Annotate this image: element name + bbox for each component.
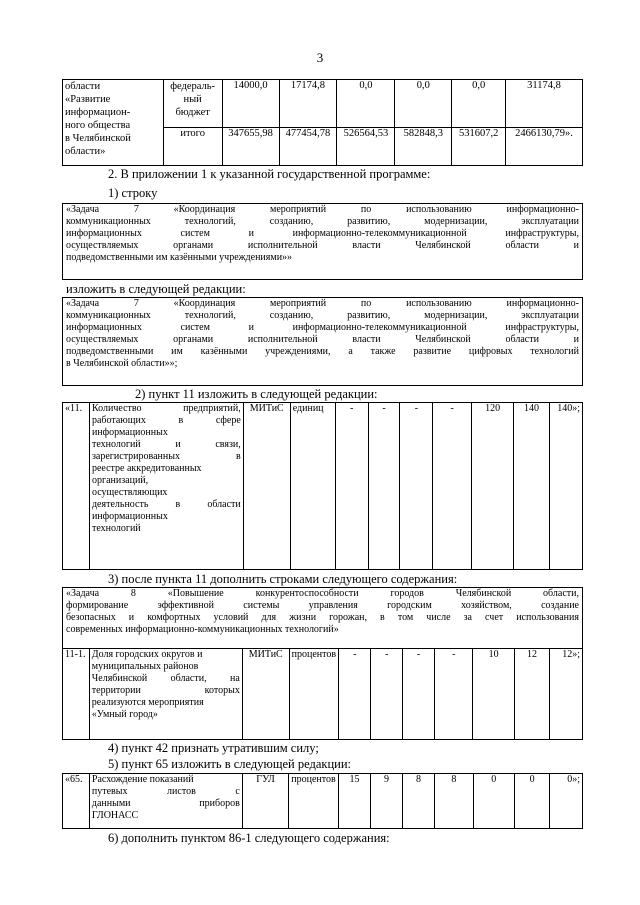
responsible-org: МИТиС (242, 649, 289, 740)
value-cell: 582848,3 (395, 128, 452, 166)
name-line: путевых листов с (91, 786, 240, 797)
value-cell: 0,0 (337, 80, 395, 128)
row-number: «11. (63, 403, 90, 570)
text-line: информационных систем и информационно-телекоммуникационной инфраструктуры, (66, 322, 579, 333)
value-cell: 14000,0 (222, 80, 279, 128)
name-line: технологий и связи, (91, 439, 241, 450)
responsible-org: ГУЛ (242, 774, 288, 829)
name-line: Доля городских округов и (91, 649, 203, 660)
total-value-cell: 2466130,79». (506, 128, 583, 166)
value-cell: 526564,53 (337, 128, 395, 166)
value-cell: - (435, 649, 473, 740)
text-line: осуществляемых органами исполнительной власти Челябинской области и (66, 240, 579, 251)
unit-cell: процентов (289, 649, 338, 740)
name-line: реализуются мероприятия (91, 697, 204, 708)
unit-cell: процентов (289, 774, 338, 829)
text-line: коммуникационных технологий, созданию, развитию, модернизации, эксплуатации (66, 310, 579, 321)
name-line: деятельность в области (91, 499, 241, 510)
text-line: «Задача 7 «Координация мероприятий по использованию информационно- (66, 298, 579, 309)
name-line: работающих в сфере (91, 415, 241, 426)
name-line: Расхождение показаний (91, 774, 194, 785)
funding-source-line: ный (183, 94, 202, 105)
text-line: подведомственными им казёнными учреждениями»» (66, 252, 293, 263)
page-number: 3 (316, 50, 324, 65)
text-line: подведомственными им казёнными учреждениями, а также развитие цифровых технологий (66, 346, 579, 357)
program-name-line: в Челябинской (65, 133, 131, 144)
value-cell: - (339, 649, 371, 740)
value-cell: 9 (371, 774, 403, 829)
indicator-11-table (62, 402, 583, 570)
funding-source-cell: итого (163, 128, 222, 166)
program-name-cell (63, 80, 164, 166)
value-cell: 531607,2 (452, 128, 506, 166)
name-line: осуществляющих (91, 487, 168, 498)
name-line: ГЛОНАСС (91, 810, 139, 821)
name-line: реестре аккредитованных (91, 463, 202, 474)
responsible-org: МИТиС (243, 403, 290, 570)
name-line: Количество предприятий, (91, 403, 241, 414)
value-cell: 17174,8 (279, 80, 337, 128)
indicator-11-1-table (62, 648, 583, 740)
text-line: коммуникационных технологий, созданию, развитию, модернизации, эксплуатации (66, 216, 579, 227)
task-7-old-text (62, 203, 583, 280)
item-5: 5) пункт 65 изложить в следующей редакции: (108, 757, 351, 771)
item-6: 6) дополнить пунктом 86-1 следующего содержания: (108, 831, 390, 845)
text-line: осуществляемых органами исполнительной власти Челябинской области и (66, 334, 579, 345)
name-line: информационных (91, 427, 168, 438)
name-line: данными приборов (91, 798, 240, 809)
value-cell: 120 (472, 403, 514, 570)
indicator-name-cell (89, 649, 242, 740)
funding-source-line: федераль- (170, 81, 216, 92)
indicator-name-cell (89, 403, 243, 570)
row-number: 11-1. (63, 649, 90, 740)
value-cell: 140 (514, 403, 550, 570)
task-7-new-text (62, 297, 583, 386)
value-cell: 347655,98 (222, 128, 279, 166)
name-line: технологий (91, 523, 141, 534)
text-line: «Задача 7 «Координация мероприятий по использованию информационно- (66, 204, 579, 215)
program-name-line: области (65, 81, 101, 92)
value-cell: 8 (435, 774, 473, 829)
value-cell: 15 (338, 774, 371, 829)
name-line: муниципальных районов (91, 661, 199, 672)
program-name-line: «Развитие (65, 94, 111, 105)
funding-source-cell (163, 80, 222, 128)
value-cell: - (368, 403, 400, 570)
text-line: современных информационно-коммуникационных технологий» (66, 624, 339, 635)
funding-table (62, 79, 583, 166)
value-cell: - (402, 649, 434, 740)
text-line: безопасных и комфортных условий для жизни горожан, в том числе за счет использования (66, 612, 579, 623)
value-cell: 8 (402, 774, 434, 829)
redaction-label: изложить в следующей редакции: (66, 282, 246, 296)
value-cell: 0 (473, 774, 514, 829)
text-line: формирование эффективной системы управления городским хозяйством, создание (66, 600, 579, 611)
text-line: «Задача 8 «Повышение конкурентоспособности городов Челябинской области, (66, 588, 579, 599)
program-name-line: информацион- (65, 107, 131, 118)
value-cell: 12 (514, 649, 549, 740)
name-line: Челябинской области, на (91, 673, 240, 684)
paragraph-2: 2. В приложении 1 к указанной государственной программе: (108, 167, 431, 181)
value-cell: 10 (473, 649, 514, 740)
program-name-line: ного общества (65, 120, 131, 131)
unit-cell: единиц (290, 403, 335, 570)
indicator-name-cell (89, 774, 242, 829)
task-8-text (62, 587, 583, 649)
item-3: 3) после пункта 11 дополнить строками следующего содержания: (108, 572, 458, 586)
value-cell: - (433, 403, 472, 570)
value-cell: - (335, 403, 368, 570)
name-line: организаций, (91, 475, 149, 486)
value-cell: 477454,78 (279, 128, 337, 166)
value-cell: - (400, 403, 433, 570)
total-value-cell: 31174,8 (506, 80, 583, 128)
item-2: 2) пункт 11 изложить в следующей редакции: (135, 387, 378, 401)
value-cell: 140»; (549, 403, 582, 570)
value-cell: 0,0 (452, 80, 506, 128)
value-cell: 0»; (550, 774, 583, 829)
program-name-line: области» (65, 146, 106, 157)
item-1: 1) строку (108, 186, 158, 200)
value-cell: 12»; (550, 649, 583, 740)
funding-source-line: бюджет (175, 107, 210, 118)
text-line: информационных систем и информационно-телекоммуникационной инфраструктуры, (66, 228, 579, 239)
text-line: в Челябинской области»»; (66, 358, 178, 369)
name-line: территории которых (91, 685, 240, 696)
row-number: «65. (63, 774, 90, 829)
name-line: «Умный город» (91, 709, 158, 720)
value-cell: 0 (514, 774, 549, 829)
name-line: зарегистрированных в (91, 451, 241, 462)
value-cell: 0,0 (395, 80, 452, 128)
item-4: 4) пункт 42 признать утратившим силу; (108, 741, 319, 755)
value-cell: - (371, 649, 402, 740)
name-line: информационных (91, 511, 168, 522)
indicator-65-table (62, 773, 583, 829)
